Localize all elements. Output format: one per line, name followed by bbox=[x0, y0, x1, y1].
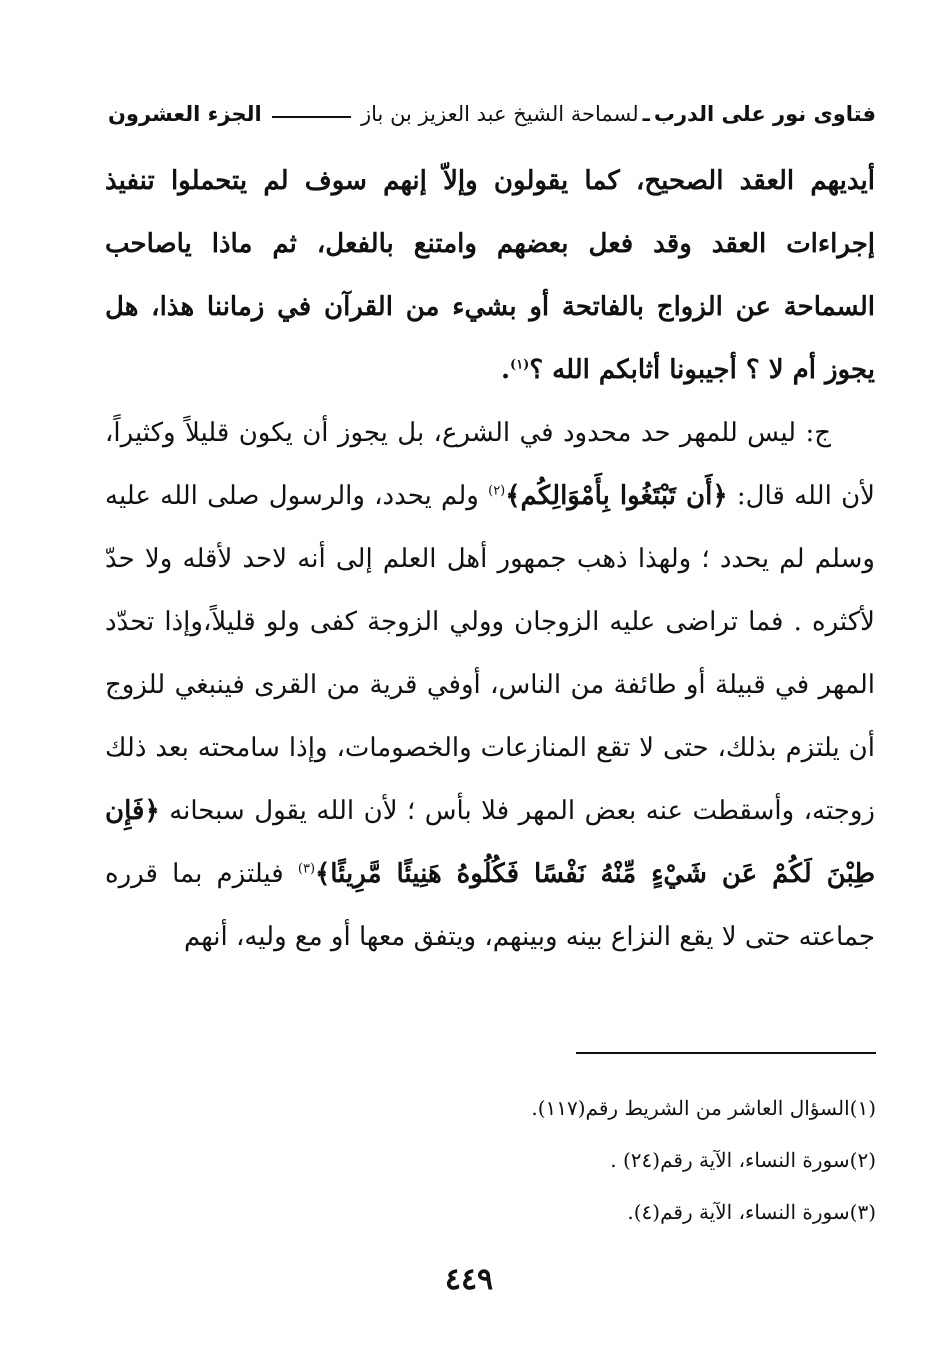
footnote-2: (٢)سورة النساء، الآية رقم(٢٤) . bbox=[610, 1148, 876, 1172]
answer-segment-2: ولم يحدد، والرسول صلى الله عليه وسلم لم يحدد ؛ ولهذا ذهب جمهور أهل العلم إلى أنه لاحد لأقله ولا حدّ لأكثره . فما تراضى عليه الزوجان وولي الزوجة كفى ولو قليلاً،وإذا تحدّد المهر في قبيلة أو طائفة من الناس، أوفي قرية من القرى فينبغي للزوج أن يلتزم بذلك، حتى لا تقع المنازعات والخصومات، وإذا سامحته بعد ذلك زوجته، وأسقطت عنه بعض المهر فلا بأس ؛ لأن الله يقول سبحانه bbox=[105, 481, 876, 826]
question-end: . bbox=[500, 355, 511, 385]
footnote-ref-2: (٢) bbox=[488, 483, 506, 499]
footnote-3: (٣)سورة النساء، الآية رقم(٤). bbox=[627, 1200, 876, 1224]
answer-segment-1: ج: ليس للمهر حد محدود في الشرع، بل يجوز أن يكون قليلاً وكثيراً، لأن الله قال: bbox=[105, 418, 875, 511]
quran-verse-2: ﴿فَإِن طِبْنَ لَكُمْ عَن شَيْءٍ مِّنْهُ نَفْسًا فَكُلُوهُ هَنِيئًا مَّرِيئًا﴾ bbox=[105, 796, 876, 889]
volume-label: الجزء العشرون bbox=[108, 102, 262, 126]
header-rule bbox=[272, 116, 351, 118]
body-text bbox=[105, 150, 875, 969]
running-header bbox=[108, 96, 876, 132]
quran-verse-1: ﴿أَن تَبْتَغُوا بِأَمْوَالِكُم﴾ bbox=[505, 481, 728, 511]
series-title: فتاوى نور على الدرب bbox=[653, 102, 876, 126]
answer-paragraph bbox=[105, 402, 875, 969]
question-text: أيديهم العقد الصحيح، كما يقولون وإلاّ إنهم سوف لم يتحملوا تنفيذ إجراءات العقد وقد فعل بعضهم وامتنع بالفعل، ثم ماذا ياصاحب السماحة عن الزواج بالفاتحة أو بشيء من القرآن في زماننا هذا، هل يجوز أم لا ؟ أجيبونا أثابكم الله ؟ bbox=[105, 166, 875, 385]
answer-segment-3: فيلتزم بما قرره جماعته حتى لا يقع النزاع بينه وبينهم، ويتفق معها أو مع وليه، أنهم bbox=[105, 859, 875, 952]
question-paragraph bbox=[105, 150, 875, 402]
footnotes bbox=[176, 1086, 876, 1242]
footnote-ref-1: (١) bbox=[510, 357, 530, 373]
author-name: لسماحة الشيخ عبد العزيز بن باز bbox=[361, 102, 639, 126]
page-number: ٤٤٩ bbox=[444, 1262, 494, 1297]
footnote-ref-3: (٣) bbox=[297, 861, 316, 877]
footnote-rule bbox=[576, 1052, 876, 1054]
footnote-1: (١)السؤال العاشر من الشريط رقم(١١٧). bbox=[531, 1096, 876, 1120]
header-separator: ـ bbox=[642, 102, 650, 126]
